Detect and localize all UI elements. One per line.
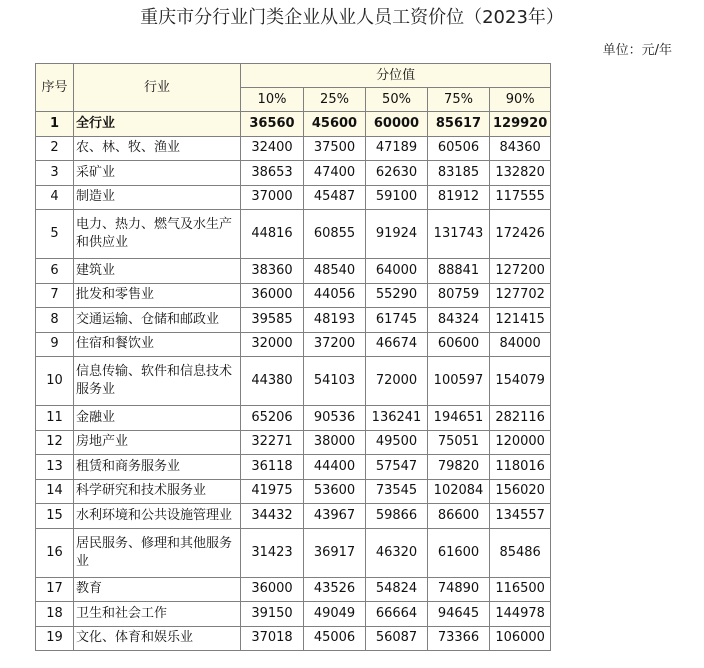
- cell-p25: 60855: [304, 210, 366, 259]
- cell-p10: 39585: [241, 308, 304, 333]
- table-row: [36, 332, 551, 357]
- cell-p10: 38653: [241, 161, 304, 186]
- cell-p50: 61745: [366, 308, 428, 333]
- cell-p10: 38360: [241, 259, 304, 284]
- cell-p90: 117555: [490, 185, 551, 210]
- cell-p10: 32400: [241, 136, 304, 161]
- cell-p10: 37000: [241, 185, 304, 210]
- salary-table: [35, 63, 551, 651]
- cell-p50: 62630: [366, 161, 428, 186]
- cell-p90: 116500: [490, 577, 551, 602]
- cell-p50: 47189: [366, 136, 428, 161]
- cell-p75: 100597: [428, 357, 490, 406]
- cell-p90: 121415: [490, 308, 551, 333]
- header-p90: 90%: [490, 88, 551, 112]
- cell-p10: 41975: [241, 479, 304, 504]
- cell-p25: 43526: [304, 577, 366, 602]
- cell-p25: 44056: [304, 283, 366, 308]
- table-row: [36, 136, 551, 161]
- table-row: [36, 626, 551, 651]
- cell-industry: 文化、体育和娱乐业: [74, 626, 241, 651]
- cell-p75: 85617: [428, 112, 490, 137]
- table-row: [36, 602, 551, 627]
- cell-p25: 45006: [304, 626, 366, 651]
- cell-p75: 74890: [428, 577, 490, 602]
- cell-p50: 59100: [366, 185, 428, 210]
- cell-industry: 交通运输、仓储和邮政业: [74, 308, 241, 333]
- cell-p90: 154079: [490, 357, 551, 406]
- cell-p75: 79820: [428, 455, 490, 480]
- cell-p10: 34432: [241, 504, 304, 529]
- page-title: 重庆市分行业门类企业从业人员工资价位（2023年）: [140, 7, 564, 28]
- header-seq: 序号: [36, 64, 74, 112]
- cell-industry: 房地产业: [74, 430, 241, 455]
- table-row: [36, 210, 551, 259]
- cell-industry: 电力、热力、燃气及水生产和供应业: [74, 210, 241, 259]
- cell-p90: 120000: [490, 430, 551, 455]
- cell-p25: 36917: [304, 528, 366, 577]
- cell-p90: 106000: [490, 626, 551, 651]
- cell-p75: 131743: [428, 210, 490, 259]
- cell-seq: 17: [36, 577, 74, 602]
- cell-seq: 8: [36, 308, 74, 333]
- cell-p50: 49500: [366, 430, 428, 455]
- cell-industry: 农、林、牧、渔业: [74, 136, 241, 161]
- header-p10: 10%: [241, 88, 304, 112]
- cell-p25: 37200: [304, 332, 366, 357]
- cell-p10: 36000: [241, 577, 304, 602]
- table-header: [36, 64, 551, 112]
- cell-p90: 84000: [490, 332, 551, 357]
- cell-p50: 60000: [366, 112, 428, 137]
- cell-p75: 83185: [428, 161, 490, 186]
- cell-p50: 72000: [366, 357, 428, 406]
- table-row: [36, 357, 551, 406]
- cell-p75: 88841: [428, 259, 490, 284]
- cell-p10: 36118: [241, 455, 304, 480]
- cell-p50: 66664: [366, 602, 428, 627]
- cell-p50: 54824: [366, 577, 428, 602]
- table-body: [36, 112, 551, 651]
- cell-p25: 38000: [304, 430, 366, 455]
- cell-industry: 制造业: [74, 185, 241, 210]
- cell-p75: 80759: [428, 283, 490, 308]
- cell-p90: 84360: [490, 136, 551, 161]
- cell-p10: 44816: [241, 210, 304, 259]
- cell-seq: 12: [36, 430, 74, 455]
- cell-p10: 31423: [241, 528, 304, 577]
- cell-p25: 54103: [304, 357, 366, 406]
- cell-p25: 43967: [304, 504, 366, 529]
- unit-label: 单位：元/年: [602, 43, 672, 58]
- cell-seq: 16: [36, 528, 74, 577]
- table-row: [36, 308, 551, 333]
- cell-p90: 282116: [490, 406, 551, 431]
- cell-industry: 采矿业: [74, 161, 241, 186]
- cell-p50: 73545: [366, 479, 428, 504]
- cell-p50: 55290: [366, 283, 428, 308]
- cell-industry: 水利环境和公共设施管理业: [74, 504, 241, 529]
- table-row: [36, 283, 551, 308]
- cell-p50: 136241: [366, 406, 428, 431]
- cell-p75: 86600: [428, 504, 490, 529]
- table-row: [36, 504, 551, 529]
- table-row: [36, 479, 551, 504]
- cell-p75: 84324: [428, 308, 490, 333]
- cell-p75: 102084: [428, 479, 490, 504]
- cell-p10: 36560: [241, 112, 304, 137]
- cell-p25: 48540: [304, 259, 366, 284]
- cell-p25: 37500: [304, 136, 366, 161]
- table-row: [36, 161, 551, 186]
- table-row: [36, 112, 551, 137]
- cell-industry: 全行业: [74, 112, 241, 137]
- cell-p75: 73366: [428, 626, 490, 651]
- table-row: [36, 259, 551, 284]
- cell-seq: 7: [36, 283, 74, 308]
- cell-p50: 64000: [366, 259, 428, 284]
- header-percentile-group: 分位值: [241, 64, 551, 88]
- cell-p90: 132820: [490, 161, 551, 186]
- cell-p50: 57547: [366, 455, 428, 480]
- cell-seq: 19: [36, 626, 74, 651]
- cell-p90: 85486: [490, 528, 551, 577]
- cell-p75: 194651: [428, 406, 490, 431]
- cell-seq: 2: [36, 136, 74, 161]
- cell-p50: 46674: [366, 332, 428, 357]
- cell-p75: 60506: [428, 136, 490, 161]
- cell-seq: 3: [36, 161, 74, 186]
- cell-p50: 46320: [366, 528, 428, 577]
- cell-p90: 156020: [490, 479, 551, 504]
- header-p50: 50%: [366, 88, 428, 112]
- cell-p50: 56087: [366, 626, 428, 651]
- cell-seq: 18: [36, 602, 74, 627]
- cell-p75: 61600: [428, 528, 490, 577]
- table-row: [36, 455, 551, 480]
- cell-p75: 60600: [428, 332, 490, 357]
- cell-p10: 39150: [241, 602, 304, 627]
- table-row: [36, 577, 551, 602]
- cell-p10: 37018: [241, 626, 304, 651]
- cell-industry: 住宿和餐饮业: [74, 332, 241, 357]
- cell-industry: 科学研究和技术服务业: [74, 479, 241, 504]
- cell-seq: 6: [36, 259, 74, 284]
- cell-industry: 居民服务、修理和其他服务业: [74, 528, 241, 577]
- cell-p90: 127200: [490, 259, 551, 284]
- cell-p10: 36000: [241, 283, 304, 308]
- table-row: [36, 430, 551, 455]
- header-p75: 75%: [428, 88, 490, 112]
- cell-industry: 卫生和社会工作: [74, 602, 241, 627]
- cell-seq: 13: [36, 455, 74, 480]
- cell-p90: 172426: [490, 210, 551, 259]
- cell-p25: 48193: [304, 308, 366, 333]
- cell-industry: 批发和零售业: [74, 283, 241, 308]
- cell-p25: 44400: [304, 455, 366, 480]
- cell-seq: 15: [36, 504, 74, 529]
- table-row: [36, 185, 551, 210]
- cell-seq: 9: [36, 332, 74, 357]
- cell-p10: 32271: [241, 430, 304, 455]
- cell-p25: 53600: [304, 479, 366, 504]
- cell-p90: 118016: [490, 455, 551, 480]
- cell-p25: 45487: [304, 185, 366, 210]
- cell-p75: 94645: [428, 602, 490, 627]
- cell-p50: 59866: [366, 504, 428, 529]
- cell-p75: 81912: [428, 185, 490, 210]
- table-row: [36, 528, 551, 577]
- cell-seq: 14: [36, 479, 74, 504]
- cell-industry: 信息传输、软件和信息技术服务业: [74, 357, 241, 406]
- cell-p90: 127702: [490, 283, 551, 308]
- header-p25: 25%: [304, 88, 366, 112]
- cell-p90: 144978: [490, 602, 551, 627]
- table-row: [36, 406, 551, 431]
- cell-p50: 91924: [366, 210, 428, 259]
- cell-industry: 租赁和商务服务业: [74, 455, 241, 480]
- cell-industry: 金融业: [74, 406, 241, 431]
- cell-industry: 教育: [74, 577, 241, 602]
- cell-p10: 44380: [241, 357, 304, 406]
- cell-p25: 49049: [304, 602, 366, 627]
- cell-seq: 4: [36, 185, 74, 210]
- cell-seq: 5: [36, 210, 74, 259]
- cell-p75: 75051: [428, 430, 490, 455]
- cell-industry: 建筑业: [74, 259, 241, 284]
- cell-p10: 32000: [241, 332, 304, 357]
- cell-p25: 90536: [304, 406, 366, 431]
- cell-seq: 11: [36, 406, 74, 431]
- cell-p25: 45600: [304, 112, 366, 137]
- header-industry: 行业: [74, 64, 241, 112]
- cell-seq: 1: [36, 112, 74, 137]
- cell-p90: 129920: [490, 112, 551, 137]
- cell-p90: 134557: [490, 504, 551, 529]
- cell-p10: 65206: [241, 406, 304, 431]
- cell-seq: 10: [36, 357, 74, 406]
- cell-p25: 47400: [304, 161, 366, 186]
